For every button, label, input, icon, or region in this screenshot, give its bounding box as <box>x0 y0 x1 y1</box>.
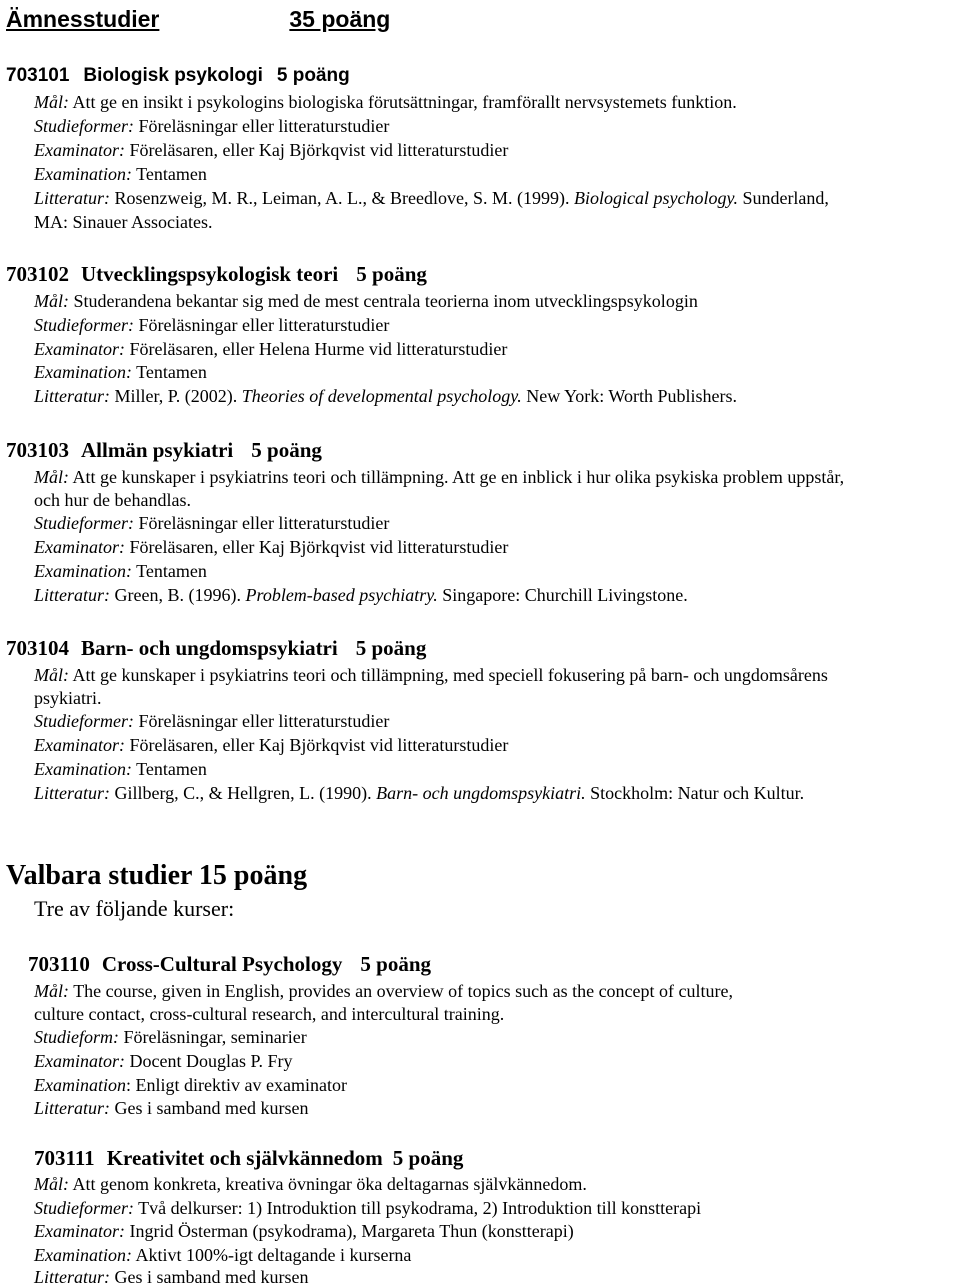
course-name: Utvecklingspsykologisk teori <box>81 262 339 286</box>
course-goal: Mål: Studerandena bekantar sig med de mest centrala teorierna inom utvecklingspsykologin <box>34 291 698 311</box>
course-code: 703101 <box>6 65 70 86</box>
course-points: 5 poäng <box>276 65 350 86</box>
course-points: 5 poäng <box>356 262 427 286</box>
course-goal: Mål: Att genom konkreta, kreativa övningar öka deltagarnas självkännedom. <box>34 1174 587 1194</box>
section-heading-valbara: Valbara studier 15 poäng <box>6 860 308 891</box>
course-examination: Examination: Enligt direktiv av examinator <box>34 1075 347 1095</box>
course-goal: Mål: Att ge kunskaper i psykiatrins teori och tillämpning, med speciell fokusering på barn- och ungdomsårens <box>34 665 828 685</box>
course-name: Allmän psykiatri <box>81 438 234 462</box>
course-name: Biologisk psykologi <box>83 65 263 86</box>
section-title: Ämnesstudier <box>6 6 160 32</box>
section-subtitle-valbara: Tre av följande kurser: <box>34 896 235 921</box>
course-name: Barn- och ungdomspsykiatri <box>81 636 338 660</box>
section-points: 35 poäng <box>289 6 391 32</box>
course-examiner: Examinator: Föreläsaren, eller Kaj Björkqvist vid litteraturstudier <box>34 140 509 160</box>
course-goal-line2: psykiatri. <box>34 688 102 708</box>
course-heading-703110 <box>28 952 431 977</box>
course-name: Cross-Cultural Psychology <box>101 952 343 976</box>
course-goal-line2: och hur de behandlas. <box>34 490 191 510</box>
course-examination: Examination: Aktivt 100%-igt deltagande i kurserna <box>34 1245 412 1265</box>
course-points: 5 poäng <box>251 438 322 462</box>
course-examiner: Examinator: Föreläsaren, eller Helena Hurme vid litteraturstudier <box>34 339 508 359</box>
course-examination: Examination: Tentamen <box>34 759 207 779</box>
course-study-forms: Studieformer: Föreläsningar eller litteraturstudier <box>34 315 390 335</box>
course-name: Kreativitet och självkännedom <box>106 1146 383 1170</box>
course-points: 5 poäng <box>360 952 431 976</box>
course-heading-703102 <box>6 262 427 287</box>
course-study-forms: Studieformer: Föreläsningar eller litteraturstudier <box>34 116 390 136</box>
course-literature-line2: MA: Sinauer Associates. <box>34 212 213 232</box>
course-code: 703111 <box>34 1146 95 1170</box>
course-examiner: Examinator: Föreläsaren, eller Kaj Björkqvist vid litteraturstudier <box>34 537 509 557</box>
course-study-forms: Studieformer: Föreläsningar eller litteraturstudier <box>34 711 390 731</box>
course-literature: Litteratur: Green, B. (1996). Problem-based psychiatry. Singapore: Churchill Livingstone. <box>34 585 688 605</box>
course-examination: Examination: Tentamen <box>34 164 207 184</box>
course-heading-703111 <box>34 1146 463 1171</box>
course-goal: Mål: The course, given in English, provides an overview of topics such as the concept of culture, <box>34 981 733 1001</box>
course-examination: Examination: Tentamen <box>34 561 207 581</box>
course-examination: Examination: Tentamen <box>34 362 207 382</box>
course-code: 703104 <box>6 636 69 660</box>
course-goal-line2: culture contact, cross-cultural research, and intercultural training. <box>34 1004 505 1024</box>
course-examiner: Examinator: Ingrid Österman (psykodrama), Margareta Thun (konstterapi) <box>34 1221 574 1241</box>
course-study-forms: Studieformer: Föreläsningar eller litteraturstudier <box>34 513 390 533</box>
course-heading-703101 <box>6 65 350 87</box>
course-goal: Mål: Att ge en insikt i psykologins biologiska förutsättningar, framförallt nervsystemets funktion. <box>34 92 737 112</box>
course-points: 5 poäng <box>355 636 427 660</box>
course-code: 703102 <box>6 262 69 286</box>
course-goal: Mål: Att ge kunskaper i psykiatrins teori och tillämpning. Att ge en inblick i hur olika psykiska problem uppstår, <box>34 467 845 487</box>
course-literature: Litteratur: Ges i samband med kursen <box>34 1267 309 1287</box>
course-literature: Litteratur: Ges i samband med kursen <box>34 1098 309 1118</box>
course-literature: Litteratur: Gillberg, C., & Hellgren, L. (1990). Barn- och ungdomspsykiatri. Stockholm: Natur och Kultur. <box>34 783 805 803</box>
section-heading-amnesstudier <box>6 6 390 33</box>
course-examiner: Examinator: Föreläsaren, eller Kaj Björkqvist vid litteraturstudier <box>34 735 509 755</box>
course-heading-703104 <box>6 636 426 661</box>
course-literature: Litteratur: Rosenzweig, M. R., Leiman, A. L., & Breedlove, S. M. (1999). Biological psychology. Sunderland, <box>34 188 829 208</box>
course-code: 703110 <box>28 952 90 976</box>
course-study-form: Studieform: Föreläsningar, seminarier <box>34 1027 307 1047</box>
course-points: 5 poäng <box>392 1146 464 1170</box>
course-study-forms: Studieformer: Två delkurser: 1) Introduktion till psykodrama, 2) Introduktion till konstterapi <box>34 1198 702 1218</box>
course-literature: Litteratur: Miller, P. (2002). Theories of developmental psychology. New York: Worth Publishers. <box>34 386 737 406</box>
course-heading-703103 <box>6 438 322 463</box>
course-code: 703103 <box>6 438 69 462</box>
course-examiner: Examinator: Docent Douglas P. Fry <box>34 1051 293 1071</box>
